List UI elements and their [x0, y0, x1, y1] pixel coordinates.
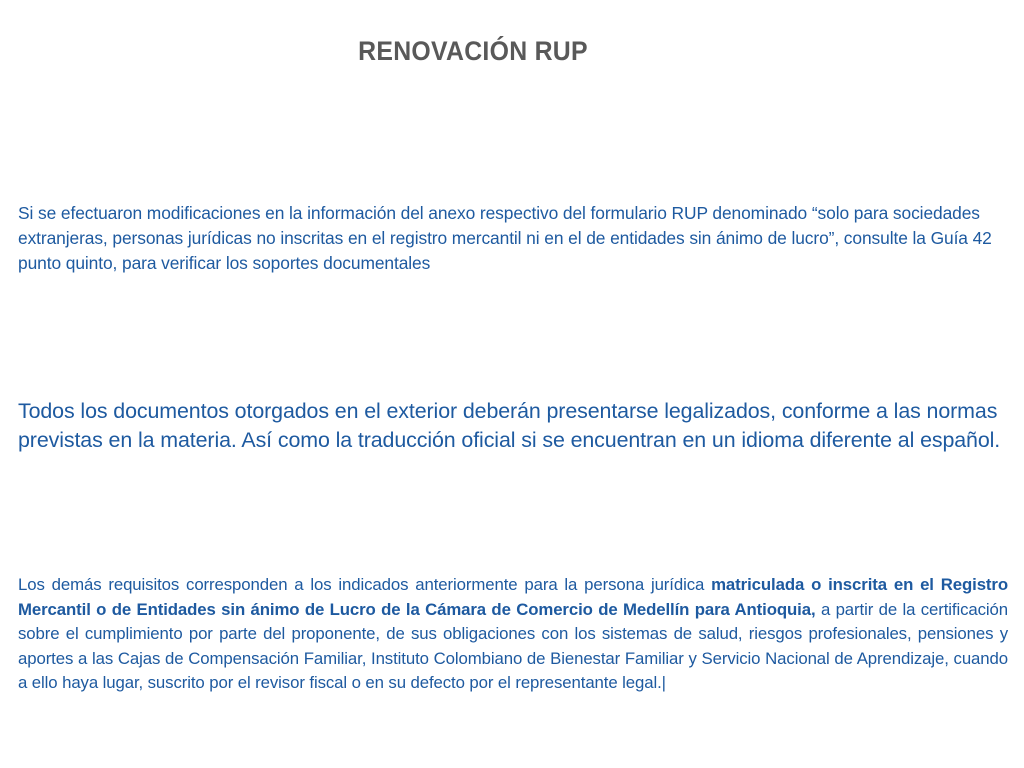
paragraph-foreign-documents: Todos los documentos otorgados en el exterior deberán presentarse legalizados, conforme a las normas previstas en la materia. Así como la traducción oficial si se encuentran en un idioma diferente al español.	[18, 399, 1001, 452]
paragraph-modifications: Si se efectuaron modificaciones en la información del anexo respectivo del formulario RUP denominado “solo para sociedades extranjeras, personas jurídicas no inscritas en el registro mercantil ni en el de entidades sin ánimo de lucro”, consulte la Guía 42 punto quinto, para verificar los soportes documentales	[18, 203, 992, 273]
paragraph-other-requirements	[18, 573, 1008, 696]
paragraph-other-requirements-bold: matriculada o inscrita en el Registro Mercantil o de Entidades sin ánimo de Lucro de la Cámara de Comercio de Medellín para Antioquia,	[18, 575, 1008, 619]
paragraph-other-requirements-part1: Los demás requisitos corresponden a los indicados anteriormente para la persona jurídica	[18, 575, 712, 594]
slide-title: RENOVACIÓN RUP	[358, 36, 588, 66]
paragraph-other-requirements-part2: a partir de la certificación sobre el cumplimiento por parte del proponente, de sus obligaciones con los sistemas de salud, riesgos profesionales, pensiones y aportes a las Cajas de Compensación Familiar, Instituto Colombiano de Bienestar Familiar y Servicio Nacional de Aprendizaje, cuando a ello haya lugar, suscrito por el revisor fiscal o en su defecto por el representante legal.|	[18, 599, 1009, 692]
